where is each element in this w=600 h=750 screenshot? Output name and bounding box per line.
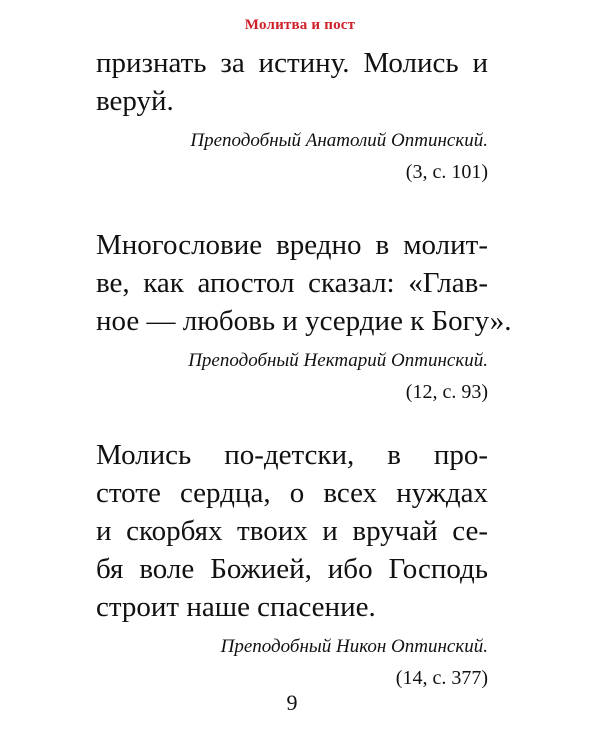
quote-author: Преподобный Нектарий Оптинский. [188,350,488,371]
quote-reference: (3, с. 101) [405,161,488,183]
quote-text [96,436,488,626]
quote-line: признать за истину. Молись и [96,47,488,79]
quote-line: ве, как апостол сказал: «Глав- [96,267,488,299]
quote-reference: (12, с. 93) [405,381,488,403]
running-header: Молитва и пост [244,17,356,33]
quote-block-anatoly [96,44,488,186]
quote-reference: (14, с. 377) [395,667,488,689]
quote-line: и скорбях твоих и вручай се- [96,515,488,547]
page-number: 9 [286,690,298,715]
quote-line: стоте сердца, о всех нуждах [96,477,488,509]
quote-block-nikon [96,436,488,692]
quote-line: строит наше спасение. [96,591,376,623]
quote-author: Преподобный Анатолий Оптинский. [190,130,488,151]
quote-line: веруй. [96,85,174,117]
quote-line: бя воле Божией, ибо Господь [96,553,488,585]
quote-text [96,226,512,340]
quote-line: ное — любовь и усердие к Богу». [96,305,512,337]
quote-line: Молись по-детски, в про- [96,439,488,471]
quote-text [96,44,488,120]
quote-author: Преподобный Никон Оптинский. [220,636,488,657]
quote-line: Многословие вредно в молит- [96,229,488,261]
quote-block-nektary [96,226,512,406]
